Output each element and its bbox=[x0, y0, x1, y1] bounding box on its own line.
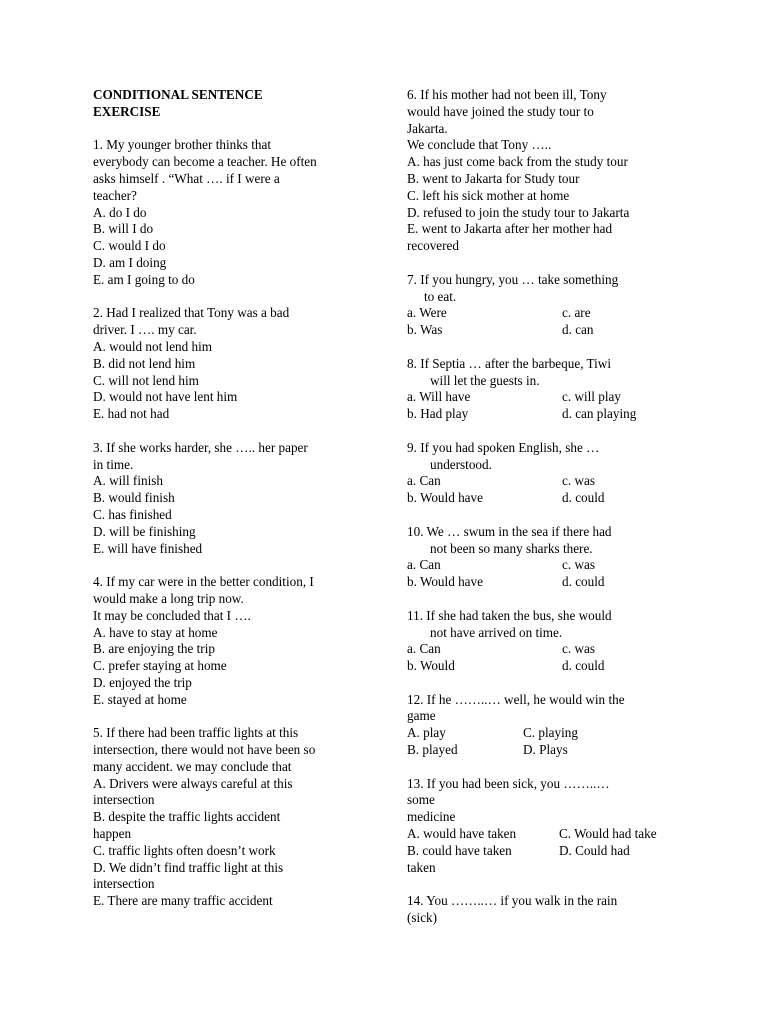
answer-option: C. traffic lights often doesn’t work bbox=[93, 842, 276, 858]
answer-option: E. will have finished bbox=[93, 540, 203, 556]
answer-option: recovered bbox=[407, 238, 459, 254]
answer-option: B. did not lend him bbox=[93, 355, 196, 371]
answer-option: A. has just come back from the study tour bbox=[407, 154, 628, 170]
answer-option: d. could bbox=[562, 658, 605, 674]
answer-option: E. am I going to do bbox=[93, 271, 195, 287]
question-text: 14. You ……..… if you walk in the rain bbox=[407, 893, 618, 909]
answer-option: A. would not lend him bbox=[93, 338, 213, 354]
question-6 bbox=[407, 87, 687, 255]
answer-option: a. Will have bbox=[407, 389, 471, 405]
question-text: 5. If there had been traffic lights at this bbox=[93, 725, 299, 741]
question-text: 7. If you hungry, you … take something bbox=[407, 271, 619, 287]
answer-option: D. am I doing bbox=[93, 254, 167, 270]
question-text: not have arrived on time. bbox=[430, 624, 563, 640]
answer-option: D. We didn’t find traffic light at this bbox=[93, 859, 284, 875]
question-9 bbox=[407, 440, 687, 507]
answer-option: A. Drivers were always careful at this bbox=[93, 775, 293, 791]
question-text: We conclude that Tony ….. bbox=[407, 137, 552, 153]
answer-option: c. are bbox=[562, 305, 591, 321]
answer-option: E. There are many traffic accident bbox=[93, 893, 273, 909]
answer-option: happen bbox=[93, 826, 132, 842]
question-text: 4. If my car were in the better condition, I bbox=[93, 574, 314, 590]
question-text: some bbox=[407, 792, 435, 808]
answer-options bbox=[407, 473, 687, 507]
answer-options bbox=[407, 305, 687, 339]
question-12 bbox=[407, 692, 687, 759]
question-14 bbox=[407, 893, 687, 927]
answer-option: d. could bbox=[562, 574, 605, 590]
answer-option: A. do I do bbox=[93, 204, 147, 220]
question-2 bbox=[93, 305, 365, 423]
answer-option: A. have to stay at home bbox=[93, 624, 218, 640]
question-text: understood. bbox=[430, 456, 492, 472]
answer-option: b. Would have bbox=[407, 490, 483, 506]
answer-option: A. play bbox=[407, 725, 446, 741]
answer-option: B. went to Jakarta for Study tour bbox=[407, 170, 580, 186]
question-text: everybody can become a teacher. He often bbox=[93, 154, 317, 170]
question-10 bbox=[407, 524, 687, 591]
answer-option: C. playing bbox=[523, 725, 578, 741]
title-line: EXERCISE bbox=[93, 103, 161, 119]
answer-option: C. has finished bbox=[93, 506, 172, 522]
answer-option: c. will play bbox=[562, 389, 621, 405]
answer-option: A. would have taken bbox=[407, 826, 517, 842]
answer-option: B. are enjoying the trip bbox=[93, 641, 215, 657]
question-text: asks himself . “What …. if I were a bbox=[93, 170, 280, 186]
answer-option: D. will be finishing bbox=[93, 523, 196, 539]
question-text: 11. If she had taken the bus, she would bbox=[407, 607, 612, 623]
answer-option: D. Could had bbox=[559, 842, 630, 858]
answer-option: b. Would bbox=[407, 658, 455, 674]
answer-option: C. would I do bbox=[93, 238, 166, 254]
question-text: many accident. we may conclude that bbox=[93, 758, 292, 774]
answer-options bbox=[407, 389, 687, 423]
answer-option: b. Would have bbox=[407, 574, 483, 590]
answer-option: d. can playing bbox=[562, 406, 637, 422]
question-13 bbox=[407, 776, 687, 877]
question-11 bbox=[407, 608, 687, 675]
answer-option: a. Can bbox=[407, 473, 441, 489]
answer-option: c. was bbox=[562, 473, 595, 489]
question-text: 1. My younger brother thinks that bbox=[93, 137, 272, 153]
question-text: not been so many sharks there. bbox=[430, 540, 593, 556]
answer-option: C. prefer staying at home bbox=[93, 658, 227, 674]
question-text: It may be concluded that I …. bbox=[93, 607, 251, 623]
answer-option: B. played bbox=[407, 742, 458, 758]
answer-option: E. went to Jakarta after her mother had bbox=[407, 221, 613, 237]
question-text: would make a long trip now. bbox=[93, 590, 244, 606]
answer-option: B. could have taken bbox=[407, 842, 512, 858]
answer-option: a. Can bbox=[407, 557, 441, 573]
question-text: Jakarta. bbox=[407, 120, 448, 136]
question-text: driver. I …. my car. bbox=[93, 322, 197, 338]
answer-option: C. will not lend him bbox=[93, 372, 199, 388]
question-3 bbox=[93, 440, 365, 558]
question-text: 12. If he ……..… well, he would win the bbox=[407, 691, 625, 707]
page-title bbox=[93, 87, 365, 121]
question-8 bbox=[407, 356, 687, 423]
answer-option: C. Would had take bbox=[559, 826, 657, 842]
answer-option: a. Were bbox=[407, 305, 447, 321]
answer-option: A. will finish bbox=[93, 473, 163, 489]
question-7 bbox=[407, 272, 687, 339]
question-text: intersection, there would not have been so bbox=[93, 742, 316, 758]
answer-option: D. enjoyed the trip bbox=[93, 674, 192, 690]
answer-options bbox=[407, 725, 687, 759]
answer-option: D. Plays bbox=[523, 742, 568, 758]
answer-options bbox=[407, 826, 687, 860]
question-text: 2. Had I realized that Tony was a bad bbox=[93, 305, 290, 321]
question-text: 3. If she works harder, she ….. her paper bbox=[93, 439, 308, 455]
answer-option: c. was bbox=[562, 557, 595, 573]
answer-option: a. Can bbox=[407, 641, 441, 657]
answer-option: E. had not had bbox=[93, 406, 170, 422]
answer-options bbox=[407, 557, 687, 591]
answer-option: B. despite the traffic lights accident bbox=[93, 809, 281, 825]
question-text: teacher? bbox=[93, 187, 137, 203]
question-text: 10. We … swum in the sea if there had bbox=[407, 523, 612, 539]
answer-option: b. Was bbox=[407, 322, 443, 338]
left-column bbox=[93, 87, 365, 927]
answer-option: B. will I do bbox=[93, 221, 154, 237]
answer-option: D. refused to join the study tour to Jakarta bbox=[407, 204, 630, 220]
answer-option: intersection bbox=[93, 792, 155, 808]
answer-option: c. was bbox=[562, 641, 595, 657]
question-text: (sick) bbox=[407, 910, 438, 926]
question-5 bbox=[93, 725, 365, 910]
question-text: medicine bbox=[407, 809, 456, 825]
question-text: 8. If Septia … after the barbeque, Tiwi bbox=[407, 355, 611, 371]
answer-options bbox=[407, 641, 687, 675]
question-text: will let the guests in. bbox=[430, 372, 540, 388]
question-1 bbox=[93, 137, 365, 288]
answer-option: b. Had play bbox=[407, 406, 469, 422]
title-line: CONDITIONAL SENTENCE bbox=[93, 87, 263, 102]
answer-option: C. left his sick mother at home bbox=[407, 187, 570, 203]
question-text: 6. If his mother had not been ill, Tony bbox=[407, 87, 607, 102]
right-column bbox=[407, 87, 687, 944]
question-4 bbox=[93, 574, 365, 708]
answer-option-continuation: taken bbox=[407, 859, 436, 875]
answer-option: intersection bbox=[93, 876, 155, 892]
answer-option: d. could bbox=[562, 490, 605, 506]
question-text: would have joined the study tour to bbox=[407, 103, 594, 119]
answer-option: B. would finish bbox=[93, 490, 175, 506]
question-text: 9. If you had spoken English, she … bbox=[407, 439, 600, 455]
answer-option: D. would not have lent him bbox=[93, 389, 238, 405]
question-text: in time. bbox=[93, 456, 134, 472]
question-text: 13. If you had been sick, you ……..… bbox=[407, 775, 610, 791]
question-text: game bbox=[407, 708, 436, 724]
answer-option: d. can bbox=[562, 322, 594, 338]
answer-option: E. stayed at home bbox=[93, 691, 187, 707]
question-text: to eat. bbox=[424, 288, 457, 304]
